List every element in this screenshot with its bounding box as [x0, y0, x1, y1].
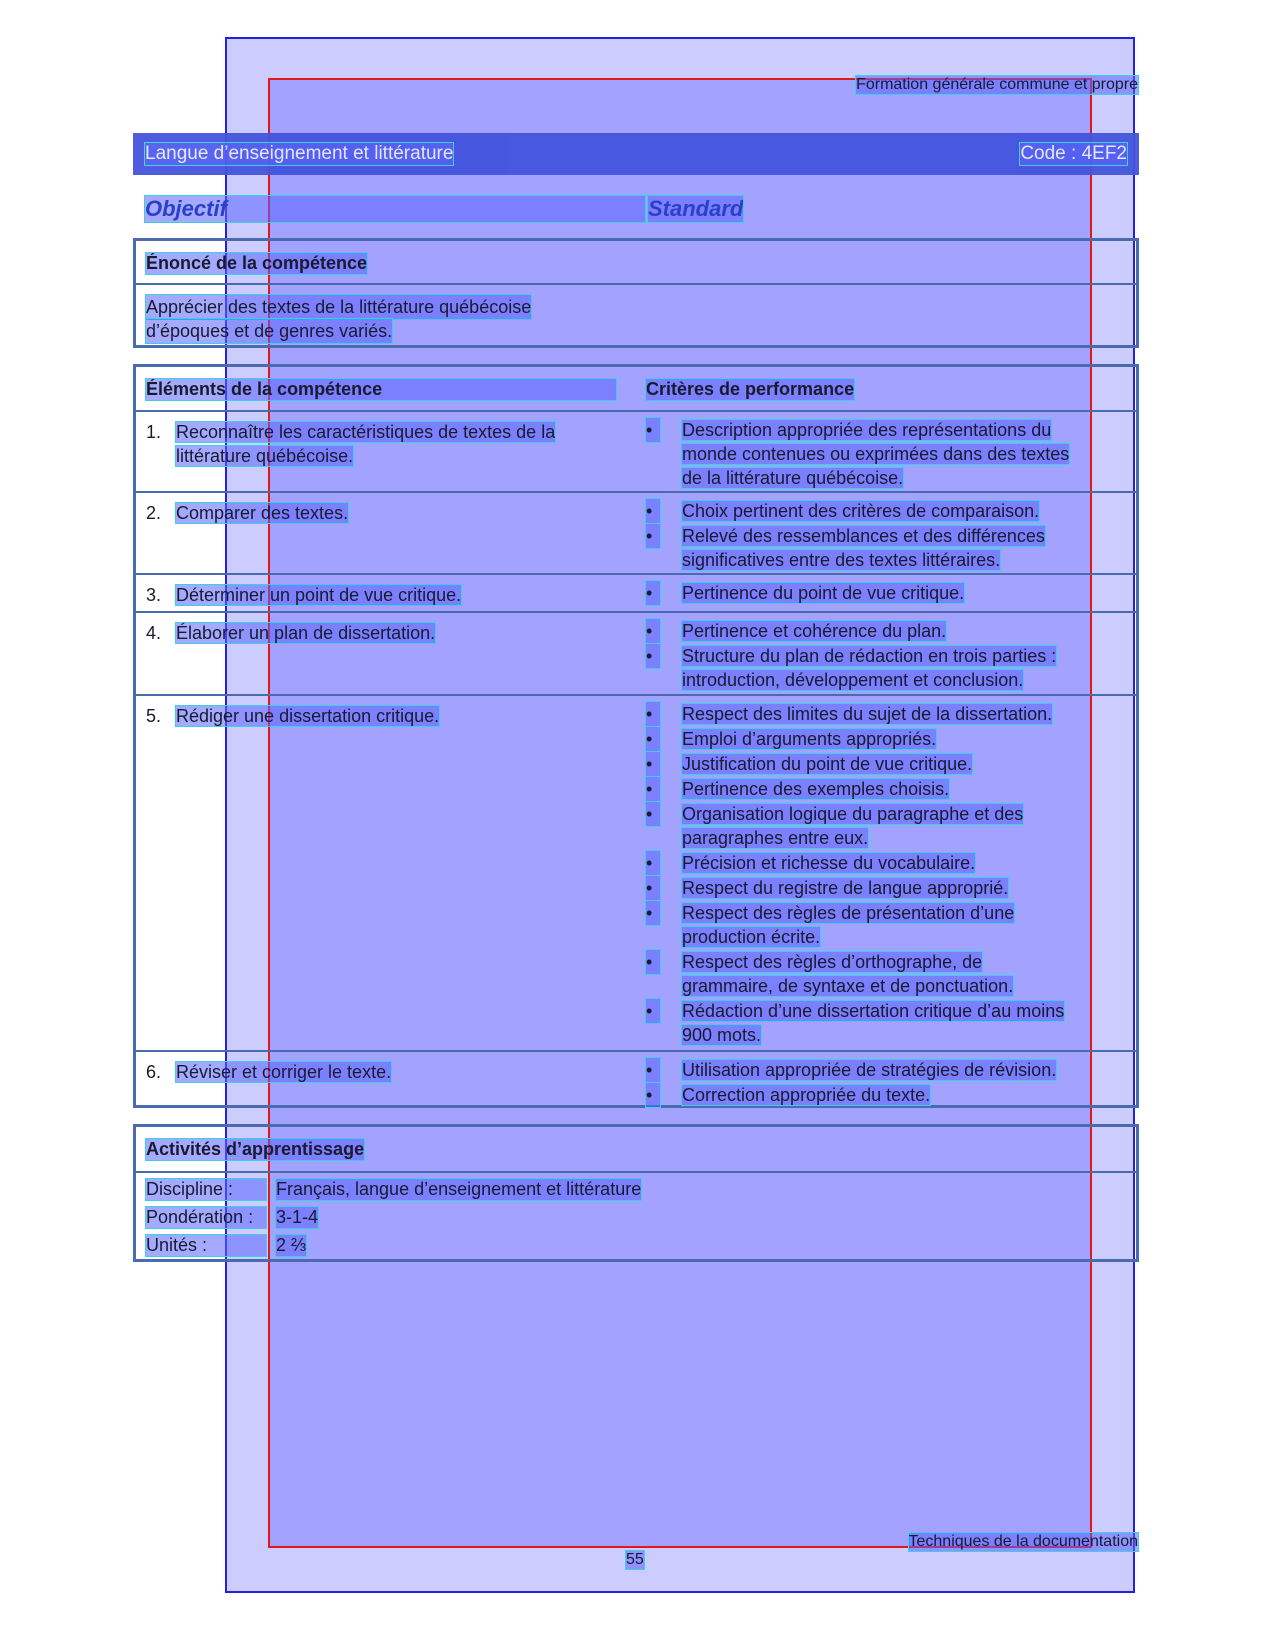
criterion-line: production écrite.: [682, 927, 821, 947]
bullet-icon: •: [646, 999, 660, 1023]
activities-heading: Activités d’apprentissage: [146, 1139, 365, 1159]
criterion-line: grammaire, de syntaxe et de ponctuation.: [682, 976, 1014, 996]
criterion-item: [646, 901, 1126, 949]
elements-heading: Éléments de la compétence: [146, 379, 616, 400]
bullet-icon: •: [646, 644, 660, 668]
criterion-line: monde contenues ou exprimées dans des textes: [682, 444, 1070, 464]
element-row-6: [136, 1052, 1136, 1110]
course-title: Langue d’enseignement et littérature: [145, 143, 454, 164]
criterion-line: introduction, développement et conclusion.: [682, 670, 1024, 690]
bullet-icon: •: [646, 851, 660, 875]
enonce-text: [146, 295, 531, 343]
bullet-icon: •: [646, 950, 660, 974]
enonce-text-line: d’époques et de genres variés.: [146, 321, 393, 341]
criterion-line: Relevé des ressemblances et des différences: [682, 526, 1045, 546]
activities-body-row: [136, 1173, 1136, 1261]
discipline-value: Français, langue d’enseignement et littérature: [276, 1179, 642, 1199]
criterion-line: 900 mots.: [682, 1025, 762, 1045]
unites-label: Unités :: [146, 1235, 266, 1256]
criteria-list: [646, 702, 1126, 1048]
criterion-line: Précision et richesse du vocabulaire.: [682, 853, 976, 873]
criterion-line: Structure du plan de rédaction en trois parties :: [682, 646, 1057, 666]
criterion-line: Description appropriée des représentations du: [682, 420, 1052, 440]
criterion-line: Respect des règles de présentation d’une: [682, 903, 1015, 923]
bullet-icon: •: [646, 752, 660, 776]
criterion-item: [646, 644, 1126, 692]
discipline-label: Discipline :: [146, 1179, 266, 1200]
element-text: [176, 420, 606, 468]
element-text-line: Rédiger une dissertation critique.: [176, 706, 440, 726]
criterion-line: Respect du registre de langue approprié.: [682, 878, 1009, 898]
element-number: 1.: [146, 422, 162, 442]
criterion-item: [646, 777, 1126, 801]
criterion-line: Pertinence du point de vue critique.: [682, 583, 965, 603]
element-text-line: littérature québécoise.: [176, 446, 354, 466]
criterion-item: [646, 802, 1126, 850]
criterion-line: Pertinence des exemples choisis.: [682, 779, 950, 799]
criterion-item: [646, 851, 1126, 875]
elements-header-row: [136, 367, 1136, 412]
criteria-list: [646, 581, 1126, 606]
page-number: 55: [626, 1551, 644, 1568]
criterion-line: de la littérature québécoise.: [682, 468, 904, 488]
criterion-item: [646, 619, 1126, 643]
criterion-item: [646, 581, 1126, 605]
ponderation-label: Pondération :: [146, 1207, 266, 1228]
criterion-line: Emploi d’arguments appropriés.: [682, 729, 937, 749]
element-row-5: [136, 696, 1136, 1052]
element-text: [176, 501, 606, 525]
element-text: [176, 1060, 606, 1084]
bullet-icon: •: [646, 702, 660, 726]
bullet-icon: •: [646, 619, 660, 643]
enonce-heading: Énoncé de la compétence: [146, 253, 368, 273]
criterion-item: [646, 1058, 1126, 1082]
criterion-item: [646, 876, 1126, 900]
criteria-list: [646, 499, 1126, 573]
criterion-line: Pertinence et cohérence du plan.: [682, 621, 947, 641]
ponderation-value: 3-1-4: [276, 1207, 319, 1227]
element-text-line: Reconnaître les caractéristiques de textes de la: [176, 422, 556, 442]
bullet-icon: •: [646, 524, 660, 548]
unites-value: 2 ⅔: [276, 1235, 307, 1255]
element-number: 4.: [146, 623, 162, 643]
activities-header-row: [136, 1127, 1136, 1173]
criterion-item: [646, 499, 1126, 523]
running-footer: Techniques de la documentation: [908, 1533, 1138, 1550]
bullet-icon: •: [646, 1058, 660, 1082]
running-header: Formation générale commune et propre: [856, 76, 1138, 93]
element-number: 6.: [146, 1062, 162, 1082]
criterion-item: [646, 950, 1126, 998]
bullet-icon: •: [646, 1083, 660, 1107]
criterion-item: [646, 727, 1126, 751]
element-text-line: Comparer des textes.: [176, 503, 349, 523]
standard-label: Standard: [648, 196, 744, 221]
element-text-line: Élaborer un plan de dissertation.: [176, 623, 436, 643]
element-text-line: Réviser et corriger le texte.: [176, 1062, 392, 1082]
bullet-icon: •: [646, 581, 660, 605]
bullet-icon: •: [646, 876, 660, 900]
element-number: 2.: [146, 503, 162, 523]
criterion-line: Choix pertinent des critères de comparaison.: [682, 501, 1040, 521]
criterion-line: Utilisation appropriée de stratégies de révision.: [682, 1060, 1057, 1080]
bullet-icon: •: [646, 727, 660, 751]
enonce-header-row: [136, 241, 1136, 285]
criterion-item: [646, 524, 1126, 572]
criterion-item: [646, 1083, 1126, 1107]
criterion-item: [646, 752, 1126, 776]
element-row-4: [136, 613, 1136, 696]
bullet-icon: •: [646, 418, 660, 442]
element-row-2: [136, 493, 1136, 575]
criterion-line: Justification du point de vue critique.: [682, 754, 973, 774]
criterion-line: Organisation logique du paragraphe et des: [682, 804, 1024, 824]
bullet-icon: •: [646, 777, 660, 801]
criteria-list: [646, 1058, 1126, 1108]
elements-box: [133, 364, 1139, 1108]
enonce-box: [133, 238, 1139, 348]
element-number: 3.: [146, 585, 162, 605]
enonce-body-row: [136, 285, 1136, 345]
objective-label: Objectif: [145, 196, 645, 222]
activities-box: [133, 1124, 1139, 1262]
criterion-item: [646, 702, 1126, 726]
element-text-line: Déterminer un point de vue critique.: [176, 585, 462, 605]
bullet-icon: •: [646, 499, 660, 523]
criteria-list: [646, 619, 1126, 693]
criterion-line: Respect des règles d’orthographe, de: [682, 952, 983, 972]
element-text: [176, 621, 606, 645]
course-code: Code : 4EF2: [1020, 143, 1127, 164]
element-text: [176, 583, 606, 607]
bullet-icon: •: [646, 802, 660, 826]
criteria-heading: Critères de performance: [646, 379, 855, 399]
enonce-text-line: Apprécier des textes de la littérature québécoise: [146, 297, 532, 317]
criterion-line: Correction appropriée du texte.: [682, 1085, 931, 1105]
criterion-item: [646, 999, 1126, 1047]
criterion-item: [646, 418, 1126, 490]
criterion-line: Rédaction d’une dissertation critique d’au moins: [682, 1001, 1065, 1021]
criterion-line: significatives entre des textes littéraires.: [682, 550, 1001, 570]
element-number: 5.: [146, 706, 162, 726]
element-row-1: [136, 412, 1136, 493]
criterion-line: paragraphes entre eux.: [682, 828, 869, 848]
element-text: [176, 704, 606, 728]
criteria-list: [646, 418, 1126, 491]
bullet-icon: •: [646, 901, 660, 925]
criterion-line: Respect des limites du sujet de la dissertation.: [682, 704, 1053, 724]
course-title-bar: [133, 133, 1139, 175]
element-row-3: [136, 575, 1136, 613]
